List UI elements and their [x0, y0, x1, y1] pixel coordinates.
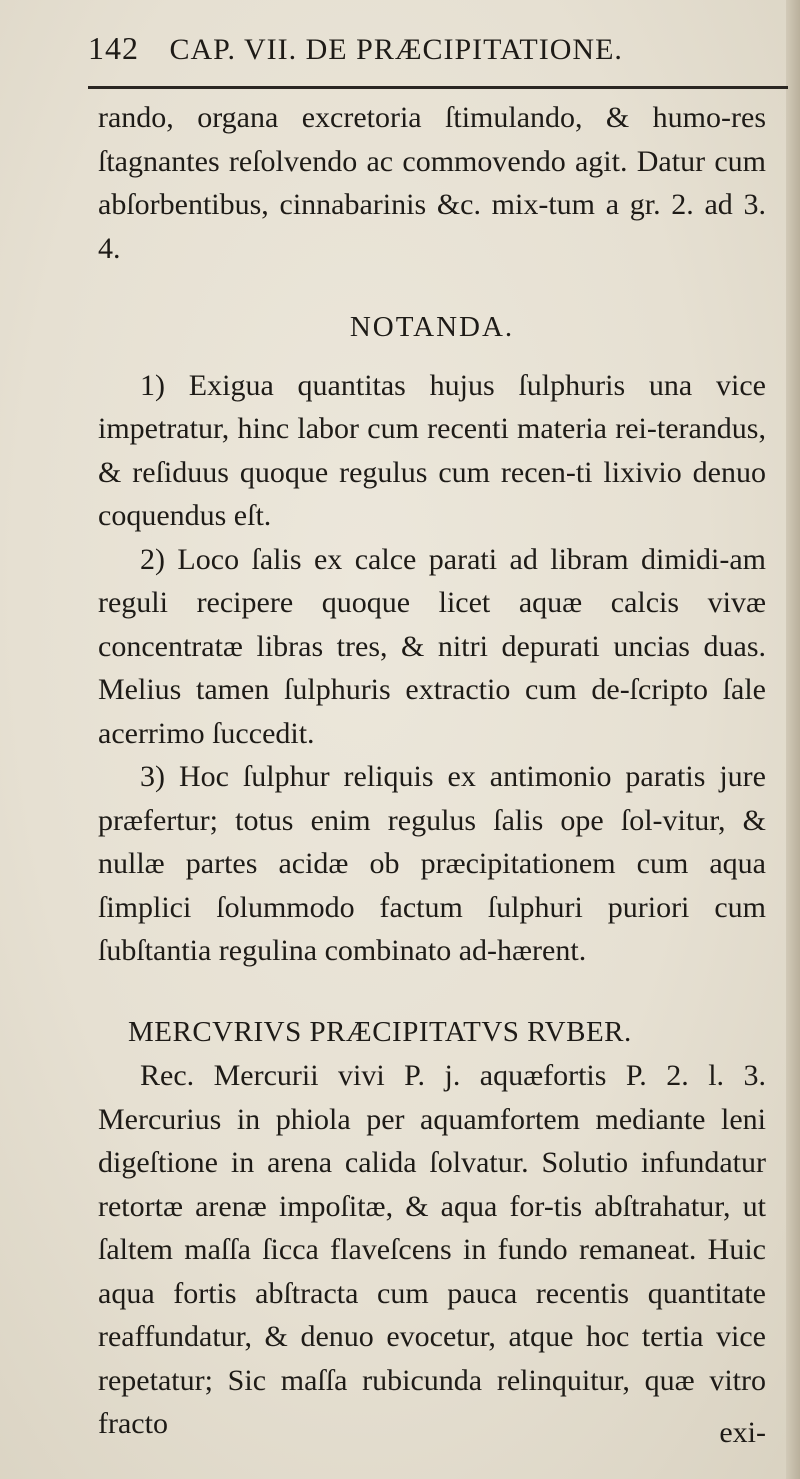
section-heading-mercurius: MERCVRIVS PRÆCIPITATVS RVBER. [128, 1015, 632, 1048]
note-1: 1) Exigua quantitas hujus ſulphuris una vice impetratur, hinc labor cum recenti materia rei-terandus, & reſiduus quoque regulus cum recen-ti lixivio denuo coquendus eſt. [98, 368, 766, 532]
recipe-paragraph: Rec. Mercurii vivi P. j. aquæfortis P. 2. l. 3. Mercurius in phiola per aquamfortem mediante leni digeſtione in arena calida ſolvatur. Solutio infundatur retortæ arenæ impoſitæ, & aqua for-tis abſtrahatur, ut ſaltem maſſa ſicca flaveſcens in fundo remaneat. Huic aqua fortis abſtracta cum pauca recentis quantitate reaffundatur, & denuo evocetur, atque hoc tertia vice repetatur; Sic maſſa rubicunda relinquitur, quæ vitro fracto [98, 1059, 766, 1440]
page-edge [786, 0, 800, 1479]
body-text [98, 96, 766, 1446]
note-3: 3) Hoc ſulphur reliquis ex antimonio paratis jure præfertur; totus enim regulus ſalis ope ſol-vitur, & nullæ partes acidæ ob præcipitationem cum aqua ſimplici ſolummodo factum ſulphuri puriori cum ſubſtantia regulina combinato ad-hærent. [98, 760, 766, 967]
header-rule [88, 86, 788, 89]
section-heading-notanda: NOTANDA. [349, 311, 515, 343]
running-header [88, 30, 788, 67]
catchword: exi- [719, 1416, 766, 1449]
note-2: 2) Loco ſalis ex calce parati ad libram dimidi-am reguli recipere quoque licet aquæ calcis vivæ concentratæ libras tres, & nitri depurati uncias duas. Melius tamen ſulphuris extractio cum de-ſcripto ſale acerrimo ſuccedit. [98, 542, 766, 750]
page-number: 142 [88, 30, 139, 66]
running-title: CAP. VII. DE PRÆCIPITATIONE. [169, 33, 623, 66]
paragraph-continued: rando, organa excretoria ſtimulando, & humo-res ſtagnantes reſolvendo ac commovendo agit. Datur cum abſorbentibus, cinnabarinis &c. mix-tum a gr. 2. ad 3. 4. [98, 101, 766, 265]
